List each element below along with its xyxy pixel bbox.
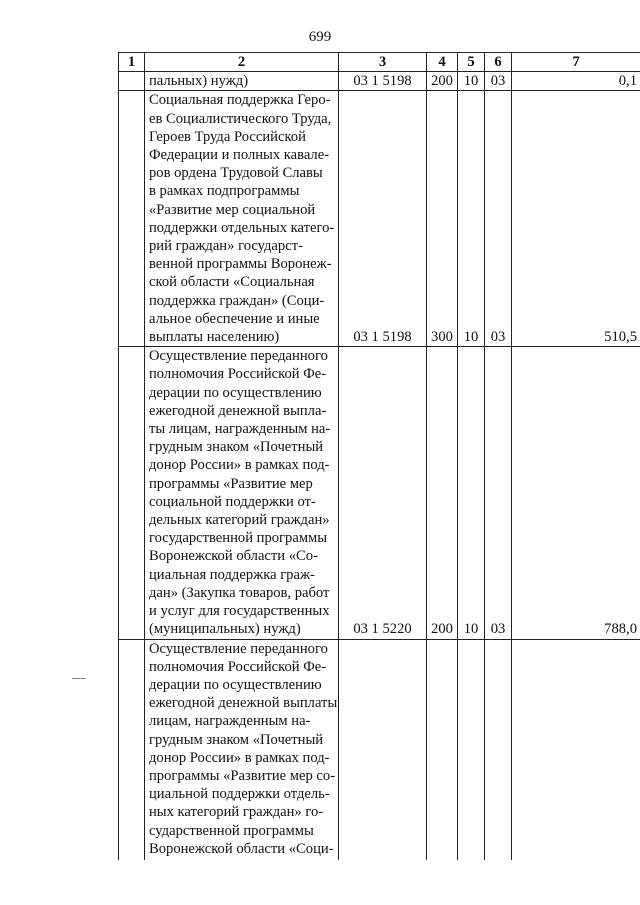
header-col-2: 2 — [145, 53, 339, 72]
description-line: в рамках подпрограммы — [149, 183, 300, 200]
description-line: ев Социалистического Труда, — [149, 110, 332, 127]
description-line: ты лицам, награжденным на- — [149, 421, 331, 438]
description-cell — [145, 72, 339, 91]
description-line: поддержка граждан» (Соци- — [149, 292, 325, 309]
description-line: венной программы Воронеж- — [149, 256, 332, 273]
expense-type-cell: 300 — [427, 91, 458, 347]
amount-cell: 510,5 — [512, 91, 640, 347]
row-number-cell — [119, 639, 145, 860]
section-cell: 10 — [458, 347, 485, 639]
header-col-7: 7 — [512, 53, 640, 72]
scan-margin-mark — [72, 678, 86, 679]
description-line: сударственной программы — [149, 822, 314, 839]
header-col-4: 4 — [427, 53, 458, 72]
description-line: (муниципальных) нужд) — [149, 621, 301, 638]
description-line: поддержки отдельных катего- — [149, 219, 335, 236]
description-line: лицам, награжденным на- — [149, 713, 311, 730]
description-cell — [145, 91, 339, 347]
description-cell — [145, 639, 339, 860]
target-code-cell: 03 1 5220 — [339, 347, 427, 639]
expense-type-cell: 200 — [427, 347, 458, 639]
section-cell: 10 — [458, 91, 485, 347]
description-line: циальная поддержка граж- — [149, 566, 315, 583]
subsection-cell — [485, 639, 512, 860]
description-line: ской области «Социальная — [149, 274, 315, 291]
description-line: и услуг для государственных — [149, 603, 330, 620]
subsection-cell: 03 — [485, 72, 512, 91]
description-line: ров ордена Трудовой Славы — [149, 165, 323, 182]
expense-type-cell: 200 — [427, 72, 458, 91]
description-line: программы «Развитие мер — [149, 475, 313, 492]
amount-cell: 0,1 — [512, 72, 640, 91]
description-line: дельных категорий граждан» — [149, 512, 330, 529]
row-number-cell — [119, 91, 145, 347]
row-number-cell — [119, 347, 145, 639]
description-line: Социальная поддержка Геро- — [149, 92, 331, 109]
description-line: Воронежской области «Со- — [149, 548, 318, 565]
description-line: дан» (Закупка товаров, работ — [149, 584, 330, 601]
description-line: ных категорий граждан» го- — [149, 804, 324, 821]
description-line: грудным знаком «Почетный — [149, 439, 324, 456]
description-line: полномочия Российской Фе- — [149, 658, 327, 675]
budget-table — [118, 52, 640, 860]
table-row — [119, 72, 640, 91]
description-line: циальной поддержки отдель- — [149, 786, 330, 803]
description-line: ежегодной денежной выпла- — [149, 402, 327, 419]
section-cell — [458, 639, 485, 860]
description-line: Осуществление переданного — [149, 348, 328, 365]
subsection-cell: 03 — [485, 91, 512, 347]
target-code-cell: 03 1 5198 — [339, 91, 427, 347]
description-line: донор России» в рамках под- — [149, 457, 330, 474]
description-line: полномочия Российской Фе- — [149, 366, 327, 383]
description-line: государственной программы — [149, 530, 328, 547]
description-cell — [145, 347, 339, 639]
header-col-3: 3 — [339, 53, 427, 72]
row-number-cell — [119, 72, 145, 91]
description-line: ежегодной денежной выплаты — [149, 695, 338, 712]
description-line: альное обеспечение и иные — [149, 310, 320, 327]
description-line: рий граждан» государст- — [149, 238, 303, 255]
description-line: выплаты населению) — [149, 329, 280, 346]
description-line: пальных) нужд) — [149, 73, 249, 90]
table-row — [119, 91, 640, 347]
description-line: Героев Труда Российской — [149, 128, 306, 145]
table-row — [119, 639, 640, 860]
header-col-6: 6 — [485, 53, 512, 72]
header-col-1: 1 — [119, 53, 145, 72]
expense-type-cell — [427, 639, 458, 860]
description-line: социальной поддержки от- — [149, 493, 316, 510]
page-number: 699 — [308, 29, 332, 45]
description-line: Федерации и полных кавале- — [149, 147, 330, 164]
description-line: программы «Развитие мер со- — [149, 767, 336, 784]
subsection-cell: 03 — [485, 347, 512, 639]
description-line: дерации по осуществлению — [149, 384, 322, 401]
target-code-cell — [339, 639, 427, 860]
table-row — [119, 347, 640, 639]
amount-cell — [512, 639, 640, 860]
header-col-5: 5 — [458, 53, 485, 72]
description-line: Осуществление переданного — [149, 640, 328, 657]
target-code-cell: 03 1 5198 — [339, 72, 427, 91]
description-line: Воронежской области «Соци- — [149, 840, 334, 857]
table-header-row — [119, 53, 640, 72]
section-cell: 10 — [458, 72, 485, 91]
description-line: донор России» в рамках под- — [149, 749, 330, 766]
description-line: «Развитие мер социальной — [149, 201, 316, 218]
description-line: дерации по осуществлению — [149, 676, 322, 693]
amount-cell: 788,0 — [512, 347, 640, 639]
description-line: грудным знаком «Почетный — [149, 731, 324, 748]
